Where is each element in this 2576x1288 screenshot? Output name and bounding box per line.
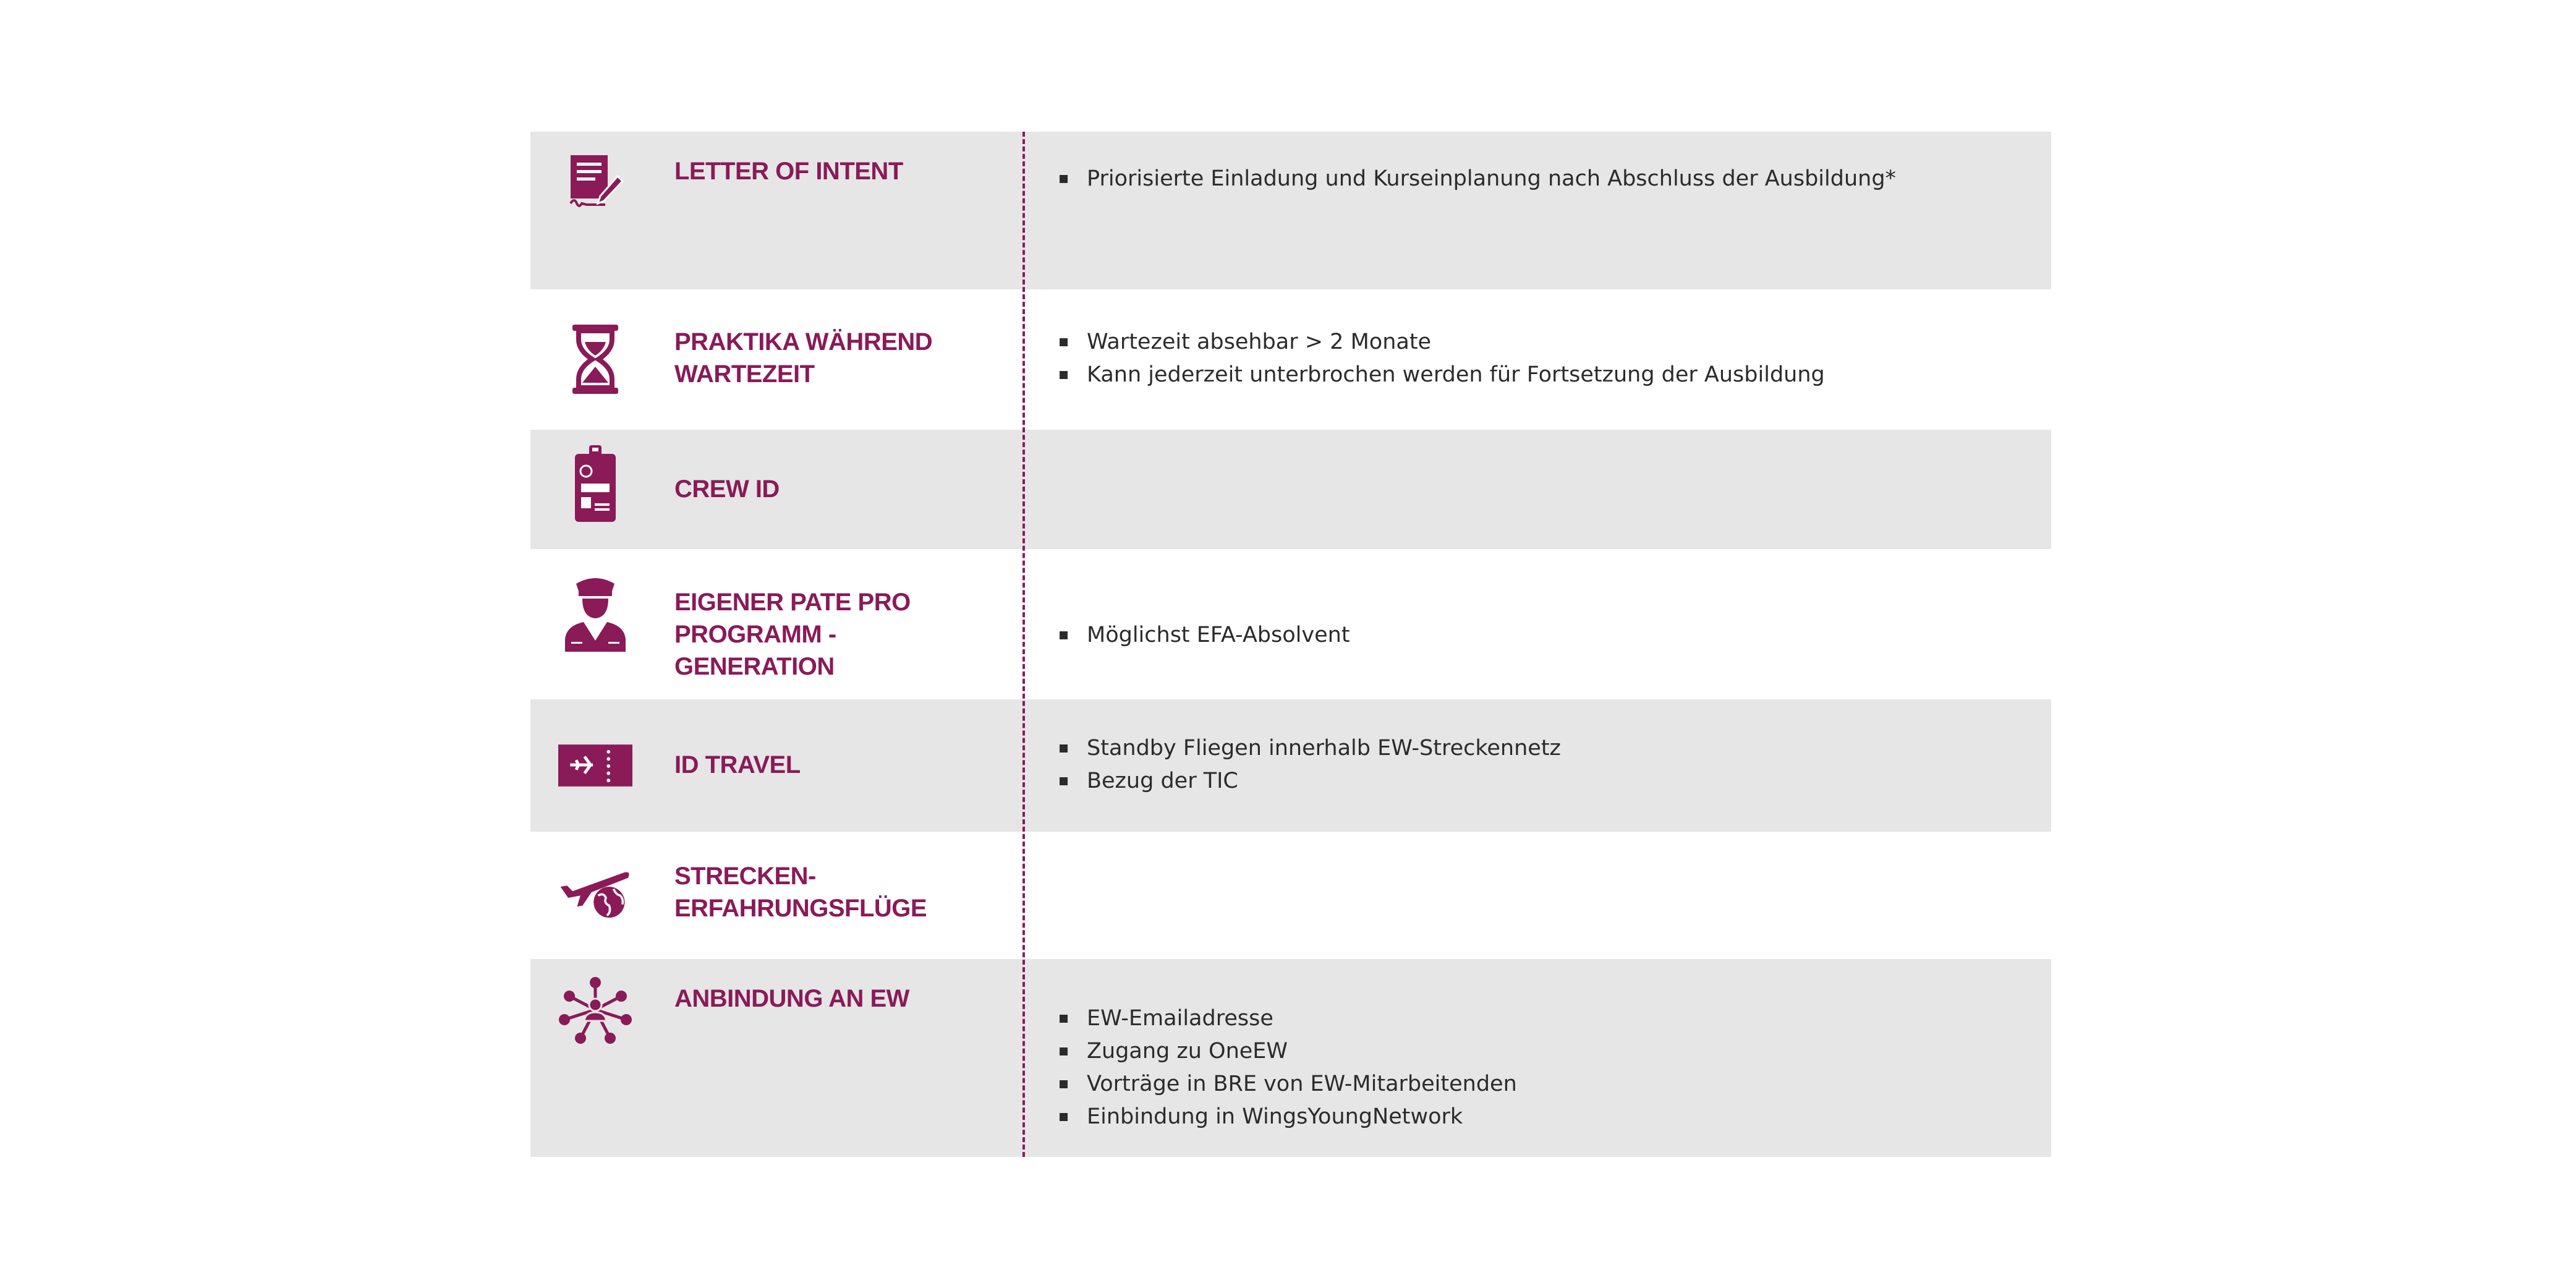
list-item: Wartezeit absehbar > 2 Monate [1060, 326, 2018, 359]
list-item: Priorisierte Einladung und Kurseinplanung nach Abschluss der Ausbildung* [1060, 163, 2018, 195]
row-title [674, 326, 984, 390]
row-title: LETTER OF INTENT [674, 158, 903, 185]
badge-id-icon [558, 447, 632, 521]
pilot-icon [558, 576, 632, 650]
row-title-text: PRAKTIKA WÄHREND WARTEZEIT [674, 328, 933, 388]
hourglass-icon [558, 322, 632, 396]
list-item: Standby Fliegen innerhalb EW-Streckennetz [1060, 732, 2018, 765]
table-row [530, 832, 2051, 959]
letter-signature-icon [558, 145, 632, 220]
list-item: Kann jederzeit unterbrochen werden für Fortsetzung der Ausbildung [1060, 359, 2018, 391]
plane-globe-icon [558, 855, 632, 929]
row-title: ID TRAVEL [674, 751, 801, 778]
network-icon [558, 973, 632, 1047]
bullet-list [1060, 326, 2018, 391]
bullet-list [1060, 732, 2018, 798]
row-title [674, 860, 984, 924]
row-title: ANBINDUNG AN EW [674, 985, 909, 1012]
flight-ticket-icon [558, 728, 632, 803]
table-row [530, 959, 2051, 1157]
benefits-table [530, 132, 2051, 1157]
bullet-list [1060, 619, 2018, 652]
column-divider [1022, 132, 1025, 1157]
table-row [530, 430, 2051, 549]
list-item: Vorträge in BRE von EW-Mitarbeitenden [1060, 1068, 2018, 1101]
row-title-text: STRECKEN-ERFAHRUNGSFLÜGE [674, 863, 927, 922]
table-row [530, 289, 2051, 430]
row-title: CREW ID [674, 476, 780, 503]
table-row [530, 699, 2051, 832]
list-item: Möglichst EFA-Absolvent [1060, 619, 2018, 652]
list-item: EW-Emailadresse [1060, 1002, 2018, 1035]
row-title: EIGENER PATE PRO PROGRAMM - GENERATION [674, 589, 911, 680]
bullet-list [1060, 1002, 2018, 1133]
list-item: Bezug der TIC [1060, 765, 2018, 798]
bullet-list [1060, 163, 2018, 195]
table-row [530, 132, 2051, 289]
list-item: Zugang zu OneEW [1060, 1035, 2018, 1068]
list-item: Einbindung in WingsYoungNetwork [1060, 1101, 2018, 1133]
